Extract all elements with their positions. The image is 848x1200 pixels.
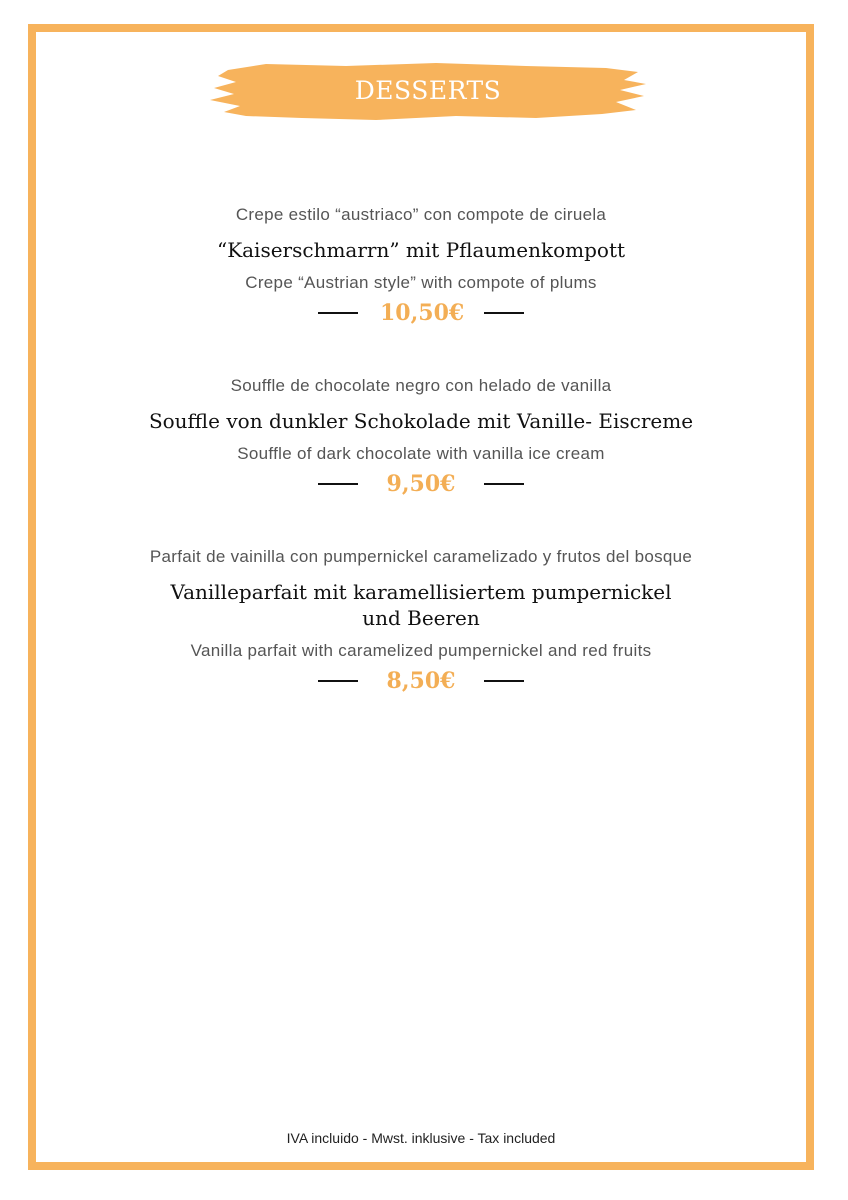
item-name-spanish: Crepe estilo “austriaco” con compote de ciruela <box>235 205 607 224</box>
menu-item <box>60 204 782 326</box>
page-title: DESSERTS <box>354 76 502 105</box>
item-name-spanish: Souffle de chocolate negro con helado de vanilla <box>230 376 612 395</box>
price-rule-left <box>318 312 358 314</box>
item-name-spanish: Parfait de vainilla con pumpernickel caramelizado y frutos del bosque <box>149 547 693 566</box>
title-banner <box>206 60 650 126</box>
item-name-english: Vanilla parfait with caramelized pumpernickel and red fruits <box>190 641 652 660</box>
price-row <box>60 471 782 497</box>
menu-item <box>60 546 782 694</box>
item-name-german-line1: Vanilleparfait mit karamellisiertem pumpernickel <box>170 580 672 604</box>
price-row <box>60 300 782 326</box>
item-name-german-line1: “Kaiserschmarrn” mit Pflaumenkompott <box>216 238 626 262</box>
price-row <box>60 668 782 694</box>
item-price: 9,50€ <box>386 471 456 497</box>
item-price: 10,50€ <box>380 300 465 326</box>
item-name-german <box>60 237 782 263</box>
item-name-english: Crepe “Austrian style” with compote of plums <box>245 273 597 292</box>
price-rule-right <box>484 680 524 682</box>
item-name-german <box>60 579 782 631</box>
price-rule-right <box>484 312 524 314</box>
menu-item <box>60 375 782 497</box>
price-rule-left <box>318 680 358 682</box>
item-price: 8,50€ <box>386 668 456 694</box>
price-rule-left <box>318 483 358 485</box>
item-name-german <box>60 408 782 434</box>
tax-note: IVA incluido - Mwst. inklusive - Tax included <box>286 1130 556 1146</box>
item-name-german-line2: und Beeren <box>362 606 480 630</box>
item-name-english: Souffle of dark chocolate with vanilla ice cream <box>237 444 605 463</box>
price-rule-right <box>484 483 524 485</box>
item-name-german-line1: Souffle von dunkler Schokolade mit Vanille- Eiscreme <box>148 409 694 433</box>
